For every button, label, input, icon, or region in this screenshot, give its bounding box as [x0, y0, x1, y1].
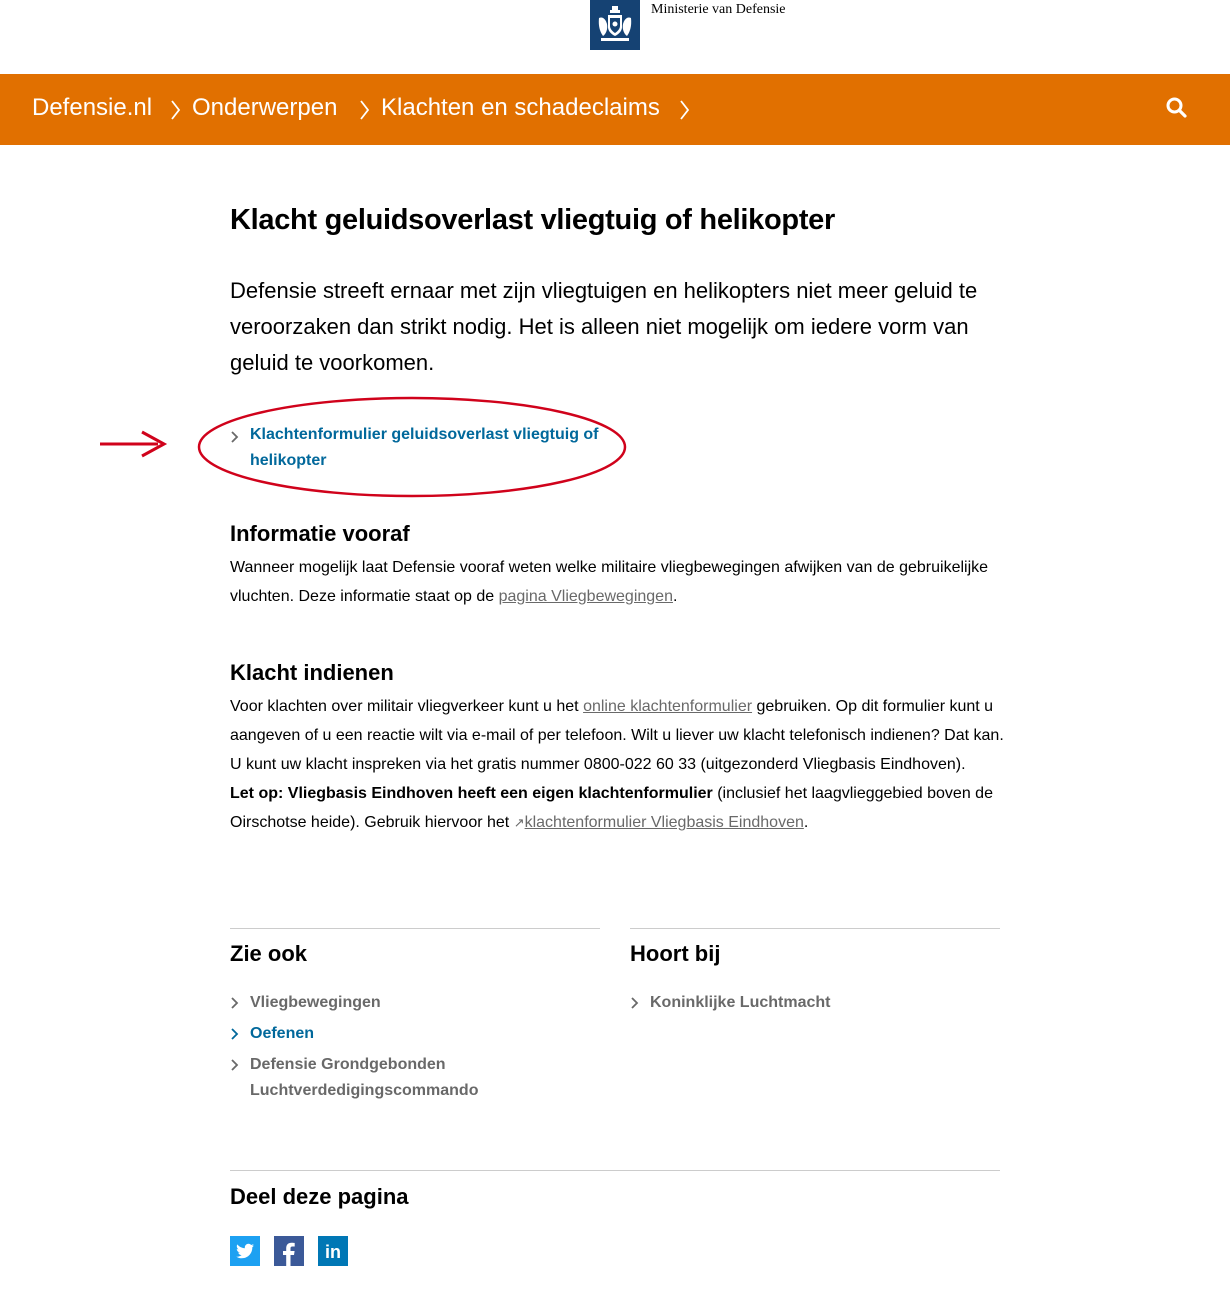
- complaint-paragraph: [230, 692, 1010, 837]
- complaint-text: Voor klachten over militair vliegverkeer kunt u het: [230, 698, 584, 715]
- page-title: Klacht geluidsoverlast vliegtuig of helikopter: [230, 204, 835, 236]
- see-also-heading: Zie ook: [230, 941, 308, 966]
- belongs-to-luchtmacht-link[interactable]: Koninklijke Luchtmacht: [650, 994, 831, 1011]
- rijkswapen-crest-icon: [590, 0, 640, 50]
- chevron-right-icon: [230, 996, 240, 1010]
- chevron-right-icon: [170, 98, 182, 122]
- info-text: Wanneer mogelijk laat Defensie vooraf weten welke militaire vliegbewegingen afwijken van de gebruikelijke vluchten. Deze informatie staat op de: [230, 559, 989, 605]
- notice-text-end: .: [803, 814, 809, 831]
- chevron-right-icon: [230, 1058, 240, 1072]
- breadcrumb-klachten-link[interactable]: Klachten en schadeclaims: [381, 94, 660, 121]
- chevron-right-icon: [630, 996, 640, 1010]
- ministry-name: Ministerie van Defensie: [651, 2, 786, 17]
- intro-text: Defensie streeft ernaar met zijn vliegtuigen en helikopters niet meer geluid te veroorzaken dan strikt nodig. Het is alleen niet mogelijk om iedere vorm van geluid te voorkomen.: [230, 278, 978, 375]
- annotation-arrow-icon: [98, 429, 168, 459]
- share-facebook-button[interactable]: [274, 1236, 304, 1266]
- svg-text:in: in: [325, 1242, 341, 1262]
- info-paragraph: [230, 553, 1010, 611]
- facebook-icon: [274, 1236, 304, 1266]
- divider: [630, 928, 1000, 929]
- breadcrumb-home-link[interactable]: Defensie.nl: [32, 94, 153, 121]
- search-button[interactable]: [1164, 95, 1190, 121]
- complaint-heading: Klacht indienen: [230, 660, 394, 685]
- see-also-oefenen-link[interactable]: Oefenen: [250, 1025, 315, 1042]
- see-also-vliegbewegingen-link[interactable]: Vliegbewegingen: [250, 994, 381, 1011]
- linkedin-icon: [318, 1236, 348, 1266]
- external-link-icon: ↗: [513, 815, 525, 830]
- complaint-text-cont: gebruiken. Op dit formulier kunt u aangeven of u een reactie wilt via e-mail of per telefoon. Wilt u liever uw klacht telefonisch indienen? Dat kan. U kunt uw klacht inspreken via het gratis nummer 0800-022 60 33 (uitgezonderd Vliegbasis Eindhoven).: [230, 698, 1004, 773]
- see-also-dglc-link[interactable]: Defensie Grondgebonden Luchtverdedigingscommando: [250, 1056, 479, 1099]
- share-linkedin-button[interactable]: [318, 1236, 348, 1266]
- share-heading: Deel deze pagina: [230, 1184, 409, 1209]
- info-text-end: .: [672, 588, 678, 605]
- twitter-icon: [230, 1236, 260, 1266]
- vliegbewegingen-link[interactable]: pagina Vliegbewegingen: [498, 588, 673, 605]
- eindhoven-complaint-form-link[interactable]: klachtenformulier Vliegbasis Eindhoven: [524, 814, 804, 831]
- divider: [230, 928, 600, 929]
- breadcrumb-onderwerpen-link[interactable]: Onderwerpen: [192, 94, 338, 121]
- chevron-right-icon: [679, 98, 691, 122]
- info-heading: Informatie vooraf: [230, 521, 410, 546]
- chevron-right-icon: [230, 1027, 240, 1041]
- notice-bold-text: Let op: Vliegbasis Eindhoven heeft een eigen klachtenformulier: [230, 785, 713, 802]
- share-twitter-button[interactable]: [230, 1236, 260, 1266]
- chevron-right-icon: [230, 430, 240, 444]
- divider: [230, 1170, 1000, 1171]
- complaint-form-link[interactable]: Klachtenformulier geluidsoverlast vliegtuig of helikopter: [250, 426, 599, 469]
- online-complaint-form-link[interactable]: online klachtenformulier: [583, 698, 753, 715]
- belongs-to-heading: Hoort bij: [630, 941, 721, 966]
- notice-text: (inclusief het laagvlieggebied boven de Oirschotse heide). Gebruik hiervoor het: [230, 785, 993, 831]
- search-icon: [1164, 95, 1190, 121]
- chevron-right-icon: [359, 98, 371, 122]
